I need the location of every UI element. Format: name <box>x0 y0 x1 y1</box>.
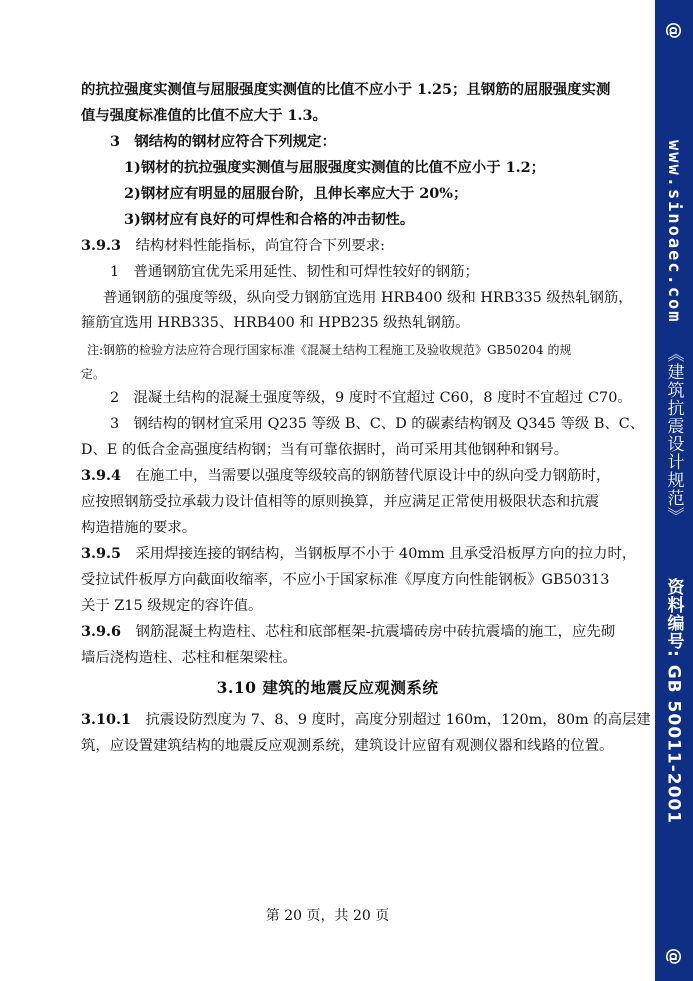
paragraph-line: 墙后浇构造柱、芯柱和框架梁柱。 <box>81 650 297 666</box>
paragraph-line: 箍筋宜选用 HRB335、HRB400 和 HPB235 级热轧钢筋。 <box>81 315 470 331</box>
clause-3-9-5 <box>81 544 636 564</box>
clause-3-10-1 <box>81 710 651 730</box>
paragraph-line: 值与强度标准值的比值不应大于 1.3。 <box>81 107 327 124</box>
paragraph-line: 1 普通钢筋宜优先采用延性、韧性和可焊性较好的钢筋； <box>110 264 479 280</box>
clause-3-9-6 <box>81 622 615 642</box>
clause-number: 3.9.5 <box>81 545 122 562</box>
clause-text: 抗震设防烈度为 7、8、9 度时，高度分别超过 160m，120m，80m 的高层建 <box>131 712 651 728</box>
at-icon: @ <box>664 22 684 39</box>
item-3-sub-1: 1)钢材的抗拉强度实测值与屈服强度实测值的比值不应小于 1.2； <box>124 159 546 176</box>
item-3-title: 3 钢结构的钢材应符合下列规定： <box>110 133 336 150</box>
clause-number: 3.9.3 <box>81 237 122 254</box>
paragraph-line: D、E 的低合金高强度结构钢；当有可靠依据时，尚可采用其他钢种和钢号。 <box>81 442 569 458</box>
clause-text: 采用焊接连接的钢结构，当钢板厚不小于 40mm 且承受沿板厚方向的拉力时， <box>121 546 637 562</box>
item-3-sub-2: 2)钢材应有明显的屈服台阶，且伸长率应大于 20%； <box>124 185 468 202</box>
paragraph-line: 的抗拉强度实测值与屈服强度实测值的比值不应小于 1.25；且钢筋的屈服强度实测 <box>81 81 611 98</box>
clause-text: 在施工中，当需要以强度等级较高的钢筋替代原设计中的纵向受力钢筋时， <box>121 468 611 484</box>
paragraph-line: 3 钢结构的钢材宜采用 Q235 等级 B、C、D 的碳素结构钢及 Q345 等级 B、C、 <box>110 416 645 432</box>
item-3-sub-3: 3)钢材应有良好的可焊性和合格的冲击韧性。 <box>124 211 415 228</box>
clause-3-9-3 <box>81 236 385 256</box>
clause-number: 3.9.4 <box>81 467 122 484</box>
clause-text: 结构材料性能指标，尚宜符合下列要求: <box>121 238 385 254</box>
paragraph-line: 2 混凝土结构的混凝土强度等级，9 度时不宜超过 C60，8 度时不宜超过 C70。 <box>110 390 632 406</box>
paragraph-line: 构造措施的要求。 <box>81 520 197 536</box>
clause-text: 钢筋混凝土构造柱、芯柱和底部框架-抗震墙砖房中砖抗震墙的施工，应先砌 <box>121 624 616 640</box>
note-line: 定。 <box>81 367 106 381</box>
paragraph-line: 关于 Z15 级规定的容许值。 <box>81 598 263 614</box>
clause-3-9-4 <box>81 466 610 486</box>
paragraph-line: 受拉试件板厚方向截面收缩率，不应小于国家标准《厚度方向性能钢板》GB50313 <box>81 572 610 588</box>
website-url: www.sinoaec.com <box>664 140 684 324</box>
note-line: 注:钢筋的检验方法应符合现行国家标准《混凝土结构工程施工及验收规范》GB50204 的规 <box>87 343 572 357</box>
paragraph-line: 应按照钢筋受拉承载力设计值相等的原则换算，并应满足正常使用极限状态和抗震 <box>81 494 600 510</box>
paragraph-line: 筑，应设置建筑结构的地震反应观测系统，建筑设计应留有观测仪器和线路的位置。 <box>81 738 614 754</box>
document-code: 资料编号: GB 50011-2001 <box>663 578 684 825</box>
section-heading: 3.10 建筑的地震反应观测系统 <box>216 678 439 697</box>
sidebar-banner <box>655 0 693 981</box>
clause-number: 3.9.6 <box>81 623 122 640</box>
document-title: 《建筑抗震设计规范》 <box>663 345 684 525</box>
paragraph-line: 普通钢筋的强度等级，纵向受力钢筋宜选用 HRB400 级和 HRB335 级热轧钢筋， <box>103 290 633 306</box>
page-footer: 第 20 页，共 20 页 <box>265 908 390 924</box>
at-icon: @ <box>664 948 684 965</box>
clause-number: 3.10.1 <box>81 711 132 728</box>
